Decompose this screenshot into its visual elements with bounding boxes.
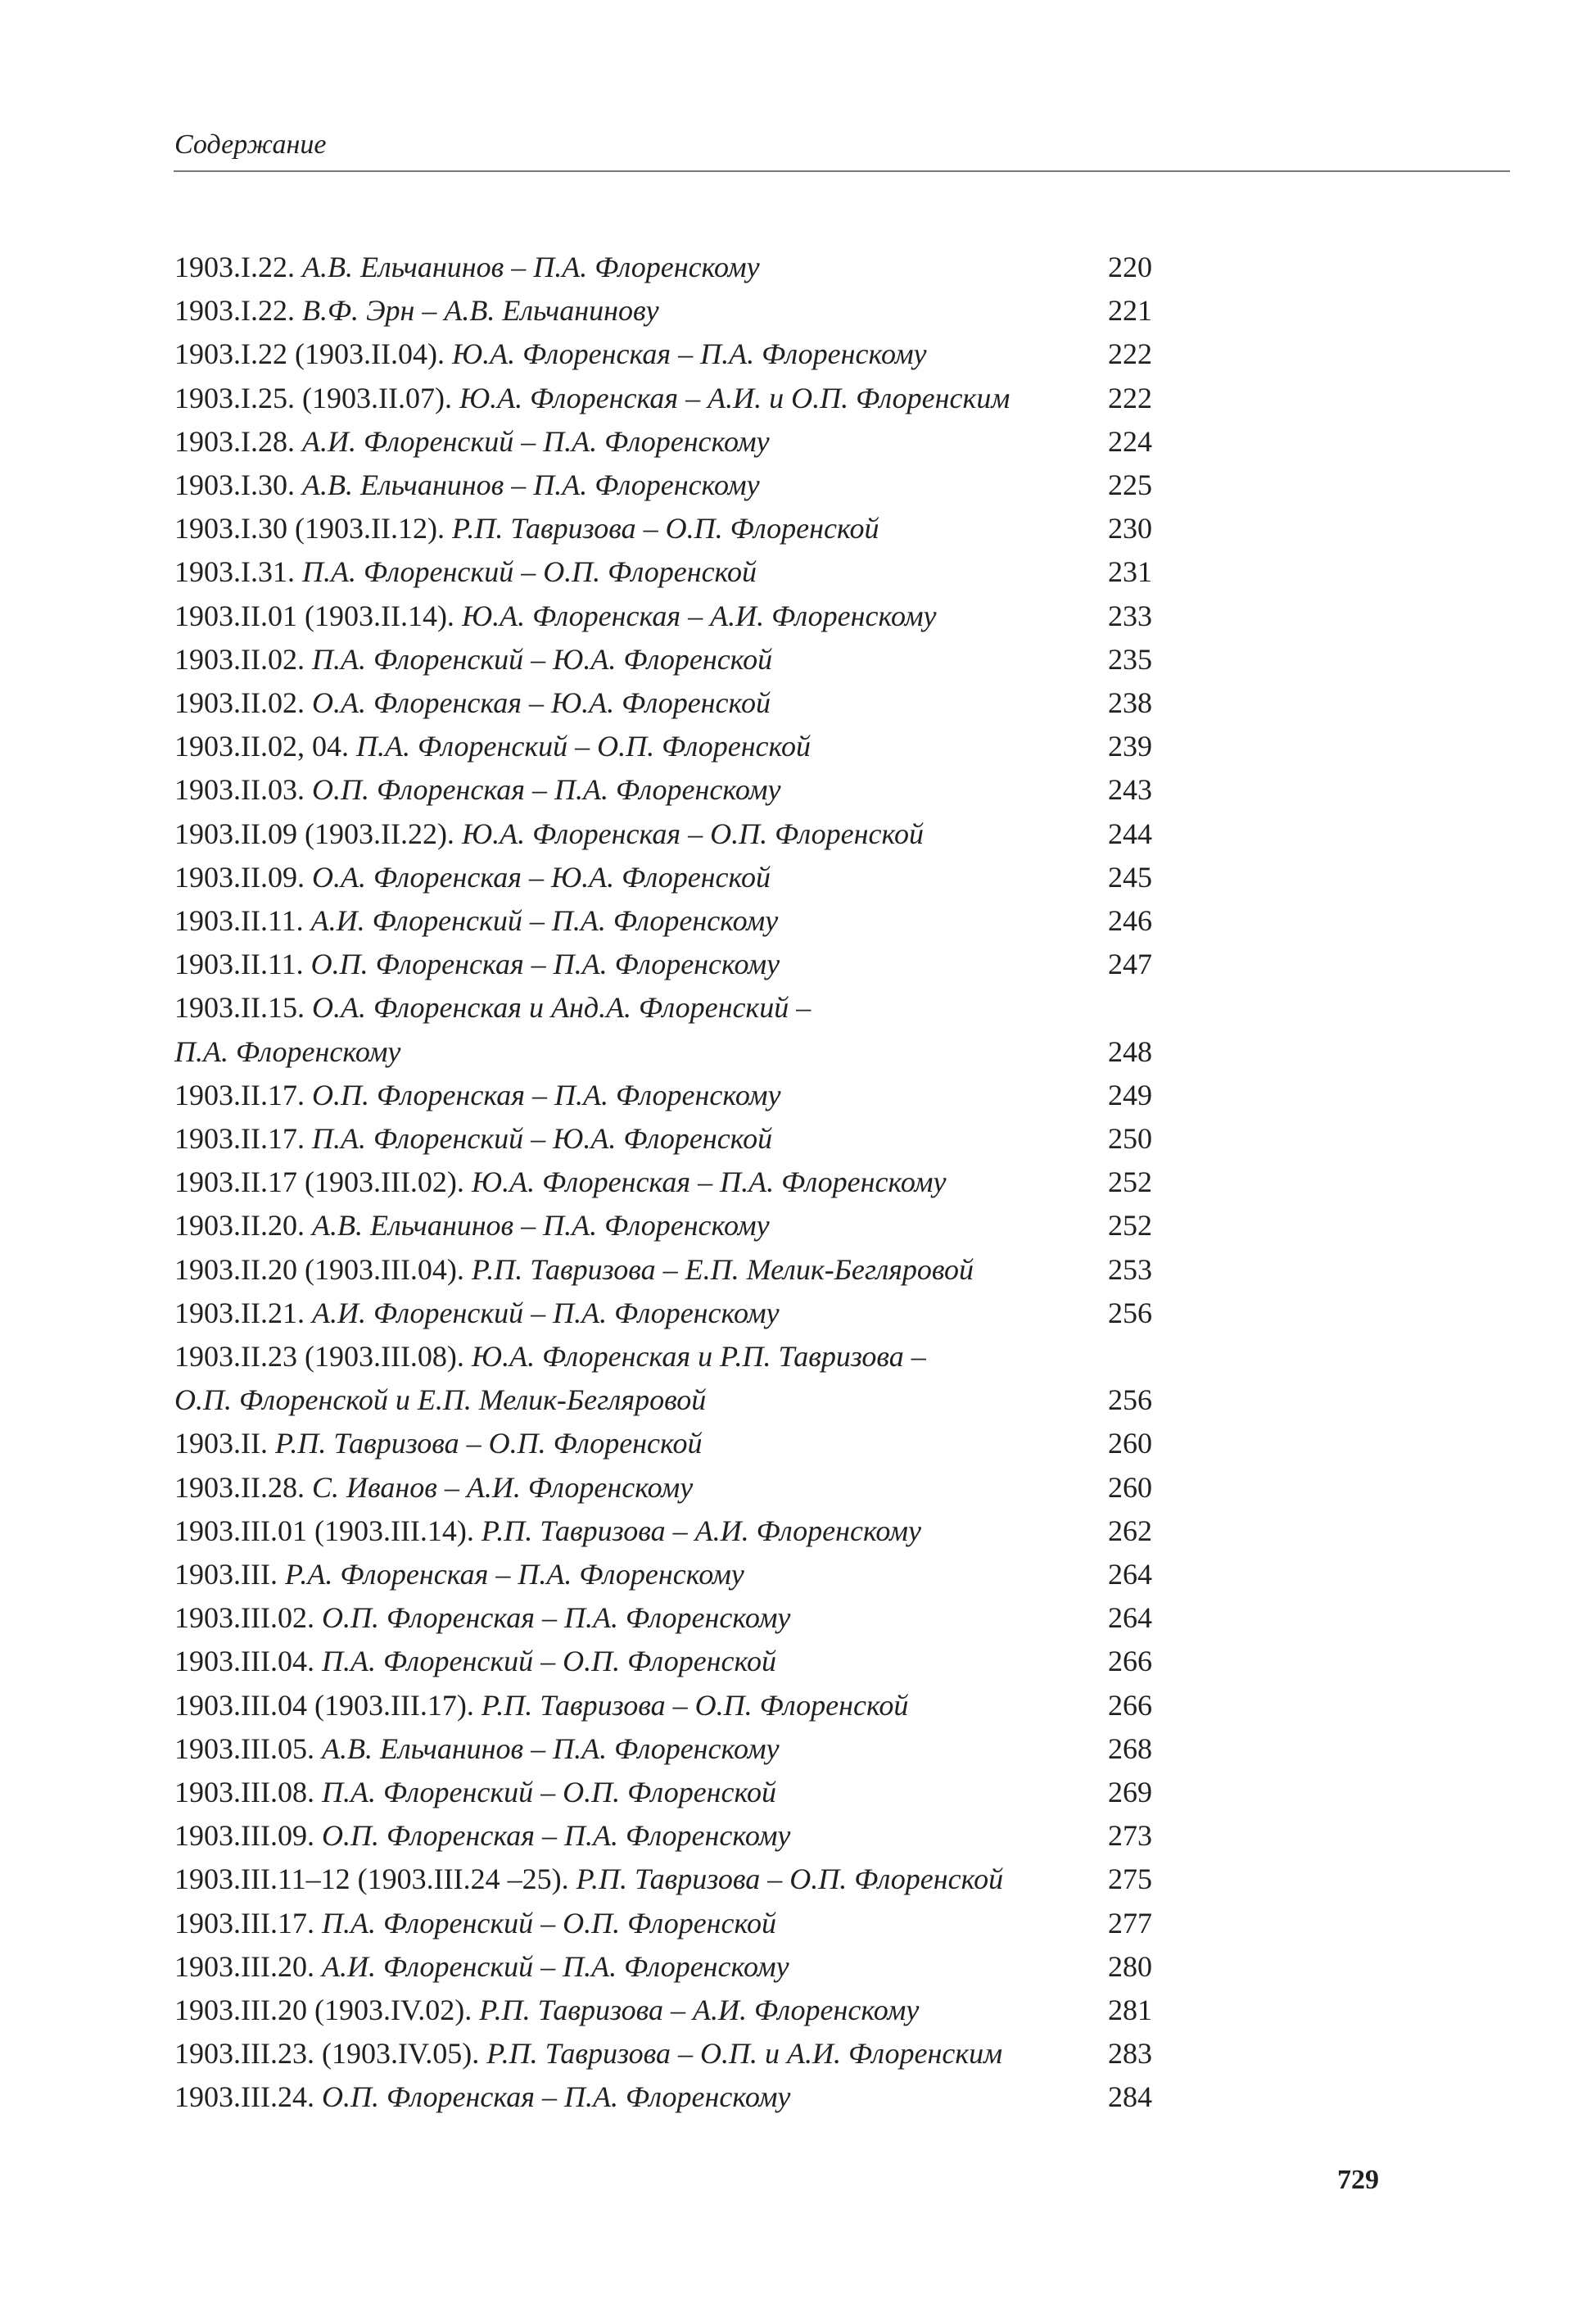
toc-entry-date: 1903.II.17. <box>174 1078 312 1111</box>
toc-entry-correspondents: Р.П. Тавризова – А.И. Флоренскому <box>479 1994 920 2027</box>
toc-entry-line <box>174 725 1108 768</box>
toc-entry-correspondents: Ю.А. Флоренская – О.П. Флоренской <box>461 817 924 850</box>
toc-entry-line <box>174 1378 1108 1422</box>
toc-entry-text <box>174 1771 1108 1814</box>
toc-entry-correspondents: П.А. Флоренский – Ю.А. Флоренской <box>311 1122 773 1156</box>
toc-entry-correspondents: С. Иванов – А.И. Флоренскому <box>311 1470 694 1504</box>
toc-entry-line <box>174 768 1108 812</box>
toc-entry-text <box>174 420 1108 464</box>
toc-entry <box>174 1161 1182 1204</box>
toc-entry <box>174 1510 1182 1553</box>
toc-entry-page: 266 <box>1108 1688 1152 1722</box>
toc-entry-text <box>174 1858 1108 1901</box>
toc-entry-line <box>174 943 1108 986</box>
toc-entry-correspondents: Р.П. Тавризова – О.П. Флоренской <box>451 512 879 545</box>
toc-entry-date: 1903.I.22. <box>174 294 302 328</box>
toc-entry <box>174 377 1182 420</box>
toc-entry-correspondents: П.А. Флоренский – О.П. Флоренской <box>321 1776 776 1809</box>
toc-entry-line <box>174 1684 1108 1727</box>
toc-entry-text <box>174 1510 1108 1553</box>
toc-entry-correspondents: П.А. Флоренский – Ю.А. Флоренской <box>311 642 773 676</box>
toc-entry-date: 1903.III.17. <box>174 1906 322 1940</box>
toc-entry-date: 1903.I.30. <box>174 468 302 502</box>
toc-entry-correspondents: П.А. Флоренский – О.П. Флоренской <box>355 730 811 763</box>
toc-entry <box>174 507 1182 550</box>
toc-entry-date: 1903.II.23 (1903.III.08). <box>174 1340 472 1374</box>
toc-entry-date: 1903.III.20 (1903.IV.02). <box>174 1994 480 2027</box>
toc-entry <box>174 1814 1182 1858</box>
toc-entry <box>174 1945 1182 1989</box>
toc-entry-page: 231 <box>1108 555 1152 589</box>
toc-entry-line <box>174 1858 1108 1901</box>
toc-entry-text <box>174 638 1108 681</box>
toc-entry-date: 1903.II.02. <box>174 642 312 676</box>
toc-entry-line <box>174 856 1108 899</box>
toc-entry-page: 244 <box>1108 817 1152 850</box>
toc-entry-line <box>174 1204 1108 1247</box>
toc-entry-line <box>174 1814 1108 1858</box>
toc-entry-date: 1903.I.22. <box>174 251 302 284</box>
toc-entry-date: 1903.III.05. <box>174 1731 322 1765</box>
toc-entry-text <box>174 812 1108 856</box>
toc-entry-correspondents: В.Ф. Эрн – А.В. Ельчанинову <box>302 294 659 328</box>
toc-entry-text <box>174 1553 1108 1596</box>
toc-entry <box>174 1684 1182 1727</box>
toc-entry-page: 252 <box>1108 1166 1152 1199</box>
toc-entry-text <box>174 1727 1108 1771</box>
toc-entry-page: 275 <box>1108 1863 1152 1896</box>
toc-entry-line <box>174 507 1108 550</box>
toc-entry-page: 273 <box>1108 1819 1152 1853</box>
toc-entry-text <box>174 507 1108 550</box>
toc-entry-text <box>174 595 1108 638</box>
toc-entry-text <box>174 1640 1108 1683</box>
toc-entry-date: 1903.III.04. <box>174 1645 322 1678</box>
toc-entry-line <box>174 464 1108 507</box>
toc-entry-date: 1903.II.02, 04. <box>174 730 356 763</box>
toc-entry-date: 1903.II.09 (1903.II.22). <box>174 817 462 850</box>
toc-entry-date: 1903.I.25. (1903.II.07). <box>174 381 459 414</box>
toc-entry <box>174 812 1182 856</box>
toc-entry-line <box>174 595 1108 638</box>
toc-entry-correspondents: Р.П. Тавризова – О.П. и А.И. Флоренским <box>486 2037 1003 2071</box>
toc-entry-correspondents: П.А. Флоренский – О.П. Флоренской <box>321 1906 776 1940</box>
toc-entry-text <box>174 1117 1108 1161</box>
toc-entry-line <box>174 1466 1108 1510</box>
toc-entry <box>174 1292 1182 1335</box>
toc-entry <box>174 899 1182 943</box>
toc-entry-correspondents: Р.П. Тавризова – О.П. Флоренской <box>274 1427 703 1460</box>
toc-entry-text <box>174 1684 1108 1727</box>
toc-entry-correspondents: О.П. Флоренская – П.А. Флоренскому <box>310 948 780 981</box>
toc-entry-page: 238 <box>1108 686 1152 720</box>
toc-entry-line <box>174 986 1108 1030</box>
toc-entry-text <box>174 1074 1108 1117</box>
toc-entry <box>174 333 1182 376</box>
toc-entry-line <box>174 2075 1108 2119</box>
toc-entry-correspondents: А.И. Флоренский – П.А. Флоренскому <box>311 1296 780 1329</box>
toc-entry <box>174 1466 1182 1510</box>
toc-entry-page: 230 <box>1108 512 1152 545</box>
toc-entry-text <box>174 1814 1108 1858</box>
toc-entry-page: 277 <box>1108 1906 1152 1940</box>
toc-entry-correspondents: О.П. Флоренская – П.А. Флоренскому <box>321 1819 791 1853</box>
toc-entry-line <box>174 289 1108 333</box>
toc-entry-date: 1903.III.09. <box>174 1819 322 1853</box>
toc-entry-line <box>174 1510 1108 1553</box>
toc-entry <box>174 1858 1182 1901</box>
toc-entry-date: 1903.II.01 (1903.II.14). <box>174 599 462 632</box>
toc-entry <box>174 595 1182 638</box>
toc-entry-page: 264 <box>1108 1601 1152 1635</box>
toc-entry-line <box>174 1074 1108 1117</box>
toc-entry <box>174 768 1182 812</box>
toc-entry-line <box>174 1248 1108 1292</box>
toc-entry <box>174 1117 1182 1161</box>
toc-entry <box>174 986 1182 1073</box>
toc-entry <box>174 725 1182 768</box>
toc-entry-text <box>174 1902 1108 1945</box>
toc-entry <box>174 638 1182 681</box>
toc-entry <box>174 464 1182 507</box>
toc-entry-page: 247 <box>1108 948 1152 981</box>
toc-entry-correspondents: А.И. Флоренский – П.А. Флоренскому <box>321 1949 789 1983</box>
toc-entry-page: 260 <box>1108 1470 1152 1504</box>
toc-entry-line <box>174 1292 1108 1335</box>
header-rule <box>174 170 1510 172</box>
toc-entry-date: 1903.I.28. <box>174 424 302 458</box>
toc-entry-date: 1903.II.20. <box>174 1209 312 1242</box>
toc-entry-text <box>174 246 1108 289</box>
toc-entry-page: 220 <box>1108 251 1152 283</box>
toc-entry-page: 239 <box>1108 730 1152 763</box>
page-number: 729 <box>1337 2165 1379 2195</box>
toc-entry-line <box>174 1161 1108 1204</box>
toc-entry-correspondents: А.В. Ельчанинов – П.А. Флоренскому <box>302 468 760 502</box>
toc-entry-page: 250 <box>1108 1122 1152 1156</box>
toc-entry <box>174 1422 1182 1465</box>
toc-entry-date: 1903.II. <box>174 1427 275 1460</box>
toc-entry-line <box>174 681 1108 725</box>
toc-entry-text <box>174 899 1108 943</box>
toc-entry-correspondents: Ю.А. Флоренская – П.А. Флоренскому <box>471 1166 947 1199</box>
toc-entry-correspondents: П.А. Флоренский – О.П. Флоренской <box>321 1645 776 1678</box>
toc-entry-page: 245 <box>1108 860 1152 894</box>
toc-entry-page: 264 <box>1108 1558 1152 1591</box>
toc-entry-date: 1903.III. <box>174 1558 285 1591</box>
toc-entry-line <box>174 246 1108 289</box>
toc-entry-page: 225 <box>1108 468 1152 502</box>
toc-entry-line <box>174 1030 1108 1074</box>
toc-entry-date: 1903.III.02. <box>174 1601 322 1635</box>
toc-entry <box>174 1204 1182 1247</box>
toc-entry-text <box>174 2075 1108 2119</box>
toc-entry-line <box>174 1727 1108 1771</box>
toc-entry-line <box>174 812 1108 856</box>
toc-entry-text <box>174 1248 1108 1292</box>
toc-entry-correspondents: А.И. Флоренский – П.А. Флоренскому <box>302 424 770 458</box>
toc-entry-date: 1903.II.20 (1903.III.04). <box>174 1252 472 1286</box>
toc-entry-correspondents: Ю.А. Флоренская – П.А. Флоренскому <box>451 337 927 371</box>
toc-entry-text <box>174 943 1108 986</box>
toc-entry-page: 256 <box>1108 1296 1152 1329</box>
toc-entry-date: 1903.II.11. <box>174 948 311 981</box>
toc-entry-correspondents: Ю.А. Флоренская – А.И. и О.П. Флоренским <box>459 381 1010 414</box>
toc-entry-correspondents: О.А. Флоренская и Анд.А. Флоренский – <box>311 991 812 1025</box>
toc-entry-date: 1903.II.17 (1903.III.02). <box>174 1166 472 1199</box>
toc-entry-page: 269 <box>1108 1776 1152 1809</box>
toc-entry-date: 1903.III.20. <box>174 1949 322 1983</box>
toc-entry-line <box>174 1553 1108 1596</box>
toc-entry-correspondents: Р.П. Тавризова – О.П. Флоренской <box>576 1863 1004 1896</box>
toc-entry-date: 1903.II.28. <box>174 1470 312 1504</box>
toc-entry-page: 222 <box>1108 337 1152 371</box>
toc-entry-correspondents: П.А. Флоренскому <box>174 1034 401 1068</box>
toc-entry-text <box>174 1422 1108 1465</box>
toc-entry-text <box>174 1989 1108 2032</box>
toc-entry-page: 248 <box>1108 1034 1152 1068</box>
toc-entry-page: 280 <box>1108 1949 1152 1983</box>
toc-entry-page: 243 <box>1108 773 1152 807</box>
toc-entry-correspondents: О.П. Флоренской и Е.П. Мелик-Бегляровой <box>174 1383 707 1417</box>
toc-entry-page: 235 <box>1108 642 1152 676</box>
toc-entry-date: 1903.III.23. (1903.IV.05). <box>174 2037 487 2071</box>
toc-entry <box>174 1640 1182 1683</box>
toc-entry-text <box>174 1161 1108 1204</box>
toc-entry-line <box>174 899 1108 943</box>
toc-entry-page: 266 <box>1108 1645 1152 1678</box>
toc-entry-date: 1903.II.17. <box>174 1122 312 1156</box>
toc-entry-line <box>174 420 1108 464</box>
toc-entry-page: 224 <box>1108 424 1152 458</box>
toc-entry-text <box>174 856 1108 899</box>
toc-entry <box>174 1248 1182 1292</box>
toc-entry-correspondents: Ю.А. Флоренская и Р.П. Тавризова – <box>471 1340 926 1374</box>
running-header: Содержание <box>174 129 327 160</box>
toc-entry-line <box>174 2032 1108 2075</box>
toc-entry-line <box>174 333 1108 376</box>
toc-entry <box>174 289 1182 333</box>
toc-entry <box>174 420 1182 464</box>
toc-entry-text <box>174 725 1108 768</box>
toc-entry-page: 283 <box>1108 2037 1152 2071</box>
toc-entry-page: 249 <box>1108 1078 1152 1111</box>
toc-entry <box>174 246 1182 289</box>
toc-entry-page: 284 <box>1108 2080 1152 2114</box>
toc-entry <box>174 1727 1182 1771</box>
toc-entry-text <box>174 1466 1108 1510</box>
toc-entry-line <box>174 1771 1108 1814</box>
toc-entry-date: 1903.I.22 (1903.II.04). <box>174 337 452 371</box>
toc-entry-page: 221 <box>1108 294 1152 328</box>
toc-entry-date: 1903.III.04 (1903.III.17). <box>174 1688 482 1722</box>
toc-entry-correspondents: А.В. Ельчанинов – П.А. Флоренскому <box>302 251 760 284</box>
toc-entry <box>174 2032 1182 2075</box>
toc-entry-line <box>174 638 1108 681</box>
toc-entry-date: 1903.II.11. <box>174 904 311 938</box>
toc-entry-text <box>174 986 1108 1073</box>
toc-entry-page: 256 <box>1108 1383 1152 1417</box>
toc-entry-correspondents: О.П. Флоренская – П.А. Флоренскому <box>311 773 781 807</box>
toc-entry-text <box>174 464 1108 507</box>
toc-entry-date: 1903.III.08. <box>174 1776 322 1809</box>
toc-entry <box>174 1596 1182 1640</box>
toc-entry-page: 222 <box>1108 381 1152 414</box>
toc-entry-text <box>174 681 1108 725</box>
toc-entry-page: 252 <box>1108 1209 1152 1242</box>
toc-entry <box>174 1553 1182 1596</box>
toc-entry <box>174 1989 1182 2032</box>
toc-entry-date: 1903.III.24. <box>174 2080 322 2114</box>
toc-entry-correspondents: О.П. Флоренская – П.А. Флоренскому <box>321 1601 791 1635</box>
toc-entry-correspondents: А.В. Ельчанинов – П.А. Флоренскому <box>311 1209 770 1242</box>
toc-entry-line <box>174 1902 1108 1945</box>
toc-entry-date: 1903.II.09. <box>174 860 312 894</box>
toc-entry-correspondents: О.А. Флоренская – Ю.А. Флоренской <box>311 860 771 894</box>
toc-entry <box>174 1771 1182 1814</box>
toc-entry-text <box>174 1204 1108 1247</box>
toc-entry-page: 260 <box>1108 1427 1152 1460</box>
toc-entry-page: 281 <box>1108 1994 1152 2027</box>
toc-entry-line <box>174 1989 1108 2032</box>
toc-entry-date: 1903.I.30 (1903.II.12). <box>174 512 452 545</box>
toc-entry-correspondents: Р.П. Тавризова – Е.П. Мелик-Бегляровой <box>471 1252 974 1286</box>
toc-entry-text <box>174 1292 1108 1335</box>
toc-entry-correspondents: О.П. Флоренская – П.А. Флоренскому <box>311 1078 781 1111</box>
toc-entry-date: 1903.II.02. <box>174 686 312 720</box>
toc-entry <box>174 943 1182 986</box>
toc-entry-correspondents: А.И. Флоренский – П.А. Флоренскому <box>310 904 779 938</box>
toc-entry-page: 262 <box>1108 1514 1152 1547</box>
toc-entry-correspondents: Р.П. Тавризова – А.И. Флоренскому <box>481 1514 921 1547</box>
toc-entry-correspondents: П.А. Флоренский – О.П. Флоренской <box>302 555 757 589</box>
toc-entry-date: 1903.II.15. <box>174 991 312 1025</box>
toc-entry-date: 1903.I.31. <box>174 555 302 589</box>
toc-entry <box>174 856 1182 899</box>
toc-entry-page: 246 <box>1108 904 1152 938</box>
toc-entry-correspondents: А.В. Ельчанинов – П.А. Флоренскому <box>321 1731 780 1765</box>
toc-entry-correspondents: Р.А. Флоренская – П.А. Флоренскому <box>284 1558 744 1591</box>
toc-entry-text <box>174 550 1108 594</box>
toc-entry-date: 1903.II.21. <box>174 1296 312 1329</box>
toc-entry-text <box>174 1335 1108 1422</box>
toc-entry-correspondents: О.А. Флоренская – Ю.А. Флоренской <box>311 686 771 720</box>
table-of-contents <box>174 246 1182 2120</box>
toc-entry-text <box>174 289 1108 333</box>
toc-entry-line <box>174 1117 1108 1161</box>
toc-entry-date: 1903.III.11–12 (1903.III.24 –25). <box>174 1863 576 1896</box>
toc-entry-text <box>174 768 1108 812</box>
toc-entry-correspondents: Р.П. Тавризова – О.П. Флоренской <box>481 1688 909 1722</box>
toc-entry <box>174 1902 1182 1945</box>
toc-entry-line <box>174 550 1108 594</box>
toc-entry-line <box>174 1596 1108 1640</box>
toc-entry-line <box>174 377 1108 420</box>
toc-entry-text <box>174 377 1108 420</box>
toc-entry-text <box>174 1945 1108 1989</box>
toc-entry-line <box>174 1335 1108 1378</box>
toc-entry-date: 1903.II.03. <box>174 773 312 807</box>
toc-entry-text <box>174 333 1108 376</box>
toc-entry-correspondents: О.П. Флоренская – П.А. Флоренскому <box>321 2080 791 2114</box>
toc-entry <box>174 2075 1182 2119</box>
toc-entry-line <box>174 1945 1108 1989</box>
toc-entry <box>174 1074 1182 1117</box>
toc-entry-line <box>174 1640 1108 1683</box>
toc-entry <box>174 1335 1182 1422</box>
toc-entry-text <box>174 2032 1108 2075</box>
toc-entry-page: 253 <box>1108 1252 1152 1286</box>
toc-entry-text <box>174 1596 1108 1640</box>
toc-entry-correspondents: Ю.А. Флоренская – А.И. Флоренскому <box>461 599 937 632</box>
toc-entry <box>174 550 1182 594</box>
toc-entry <box>174 681 1182 725</box>
toc-entry-line <box>174 1422 1108 1465</box>
toc-entry-page: 233 <box>1108 599 1152 632</box>
toc-entry-page: 268 <box>1108 1731 1152 1765</box>
toc-entry-date: 1903.III.01 (1903.III.14). <box>174 1514 482 1547</box>
